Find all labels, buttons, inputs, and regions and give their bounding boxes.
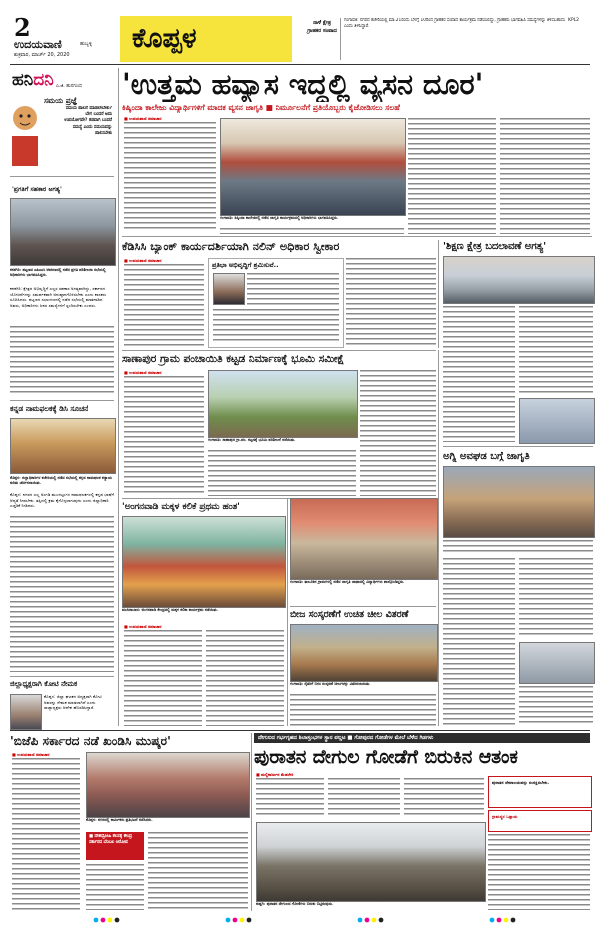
beeja-caption: ಗಂಗಾವತಿ: ರೈತರಿಗೆ ಬೀಜ ಸಂಸ್ಕರಣೆ ಚೀಲಗಳನ್ನು ವಿತರಿಸಲಾಯಿತು. (290, 682, 371, 686)
temple-photo (256, 822, 486, 902)
bjp-tagline-box (86, 832, 144, 860)
story3-heading: ಜಿಲ್ಲಾಧ್ಯಕ್ಷರಾಗಿ ಕೋಟಿ ನೇಮಕ (10, 680, 78, 688)
shiksha-inset-photo (519, 398, 595, 444)
shiksha-headline: 'ಶಿಕ್ಷಣ ಕ್ಷೇತ್ರ ಬದಲಾವಣೆ ಅಗತ್ಯ' (443, 241, 547, 252)
beeja-photo (290, 624, 438, 682)
pratibha-box (208, 258, 344, 348)
sanapur-photo (208, 370, 358, 438)
paper-name: ಉದಯವಾಣಿ (14, 38, 62, 51)
edition-suffix: ಹುಬ್ಬಳ್ಳಿ (80, 41, 93, 47)
registration-marks (0, 914, 600, 928)
qa-text: ಸಮಯ ಪಾಲನೆ ಮಾಡಲೇಬೇಕು? ಬೇಗ ಬಂದರೆ ಅದು ಉಪಯೋಗವೇ? ತಡವಾಗಿ ಬಂದರೆ ಸಮಸ್ಯೆ ಎಂದು ಸಮಯವನ್ನು ಪಾಲಿಸಬೇಕು (64, 106, 112, 136)
lead-subhead: ಕಿಷ್ಕಿಂದಾ ಕಾಲೇಜು ವಿದ್ಯಾರ್ಥಿಗಳಿಗೆ ಮಾದಕ ವ್ಯಸನ ಜಾಗೃತಿ ■ ನಿರ್ಮೂಲನೆಗೆ ಪ್ರತಿಯೊಬ್ಬರು ಕೈಜೋಡಿಸಲು ಸಲಹೆ (122, 103, 400, 112)
question-title: ಸಮಯ ಪ್ರಜ್ಞೆ (44, 96, 78, 105)
bjp-byline: ■ ಉದಯವಾಣಿ ಸಮಾಚಾರ (12, 752, 50, 757)
beeja-headline: ಬೀಜ ಸಂಸ್ಕರಣೆಗೆ ಉಚಿತ ಚೀಲ ವಿತರಣೆ (290, 609, 409, 620)
pratibha-portrait (213, 273, 245, 305)
lead-byline: ■ ಉದಯವಾಣಿ ಸಮಾಚಾರ (124, 116, 162, 121)
agni-inset-photo (519, 642, 595, 684)
story1-text: ಕನಕಗಿರಿ: ಕ್ಷೇತ್ರದ ಅಭಿವೃದ್ಧಿಗೆ ಎಲ್ಲರ ಸಹಕಾರ ಅಗತ್ಯವಾಗಿದ್ದು, ಸರ್ಕಾರದ ಯೋಜನೆಗಳನ್ನು ಸಮರ್ಪಕವಾಗಿ ಅನುಷ್ಠಾನಗೊಳಿಸಬೇಕು ಎಂದು ಶಾಸಕರು ಸೂಚಿಸಿದರು. ಪಟ್ಟಣದ ಸಭಾಂಗಣದಲ್ಲಿ ನಡೆದ ಸಭೆಯಲ್ಲಿ ಮಾತನಾಡಿದ ಅವರು, ಅಧಿಕಾರಿಗಳು ಜನರ ಸಮಸ್ಯೆಗಳಿಗೆ ಸ್ಪಂದಿಸಬೇಕು ಎಂದರು. (10, 286, 107, 308)
sanapur-byline: ■ ಉದಯವಾಣಿ ಸಮಾಚಾರ (124, 370, 162, 375)
story3-text: ಕೊಪ್ಪಳ: ಜಿಲ್ಲಾ ಘಟಕದ ಅಧ್ಯಕ್ಷರಾಗಿ ಕೋಟಿ ಅವರನ್ನು ನೇಮಕ ಮಾಡಲಾಗಿದೆ ಎಂದು ರಾಜ್ಯಾಧ್ಯಕ್ಷರು ಆದೇಶ ಹೊರಡಿಸಿದ್ದಾರೆ. (44, 694, 102, 710)
meeting-photo (10, 198, 116, 266)
temple-side-note2 (488, 810, 592, 832)
kdcc-byline: ■ ಉದಯವಾಣಿ ಸಮಾಚಾರ (124, 258, 162, 263)
quote-heading: 'ಪ್ರಗತಿಗೆ ಸಹಕಾರ ಅಗತ್ಯ' (12, 186, 62, 193)
anganwadi-photo (122, 516, 286, 608)
date-line: ಶುಕ್ರವಾರ, ಮಾರ್ಚ್ 20, 2020 (14, 52, 70, 58)
brand-prefix: ಹನಿ (12, 70, 34, 90)
lead-photo-caption: ಗಂಗಾವತಿ: ಕಿಷ್ಕಿಂದಾ ಕಾಲೇಜಿನಲ್ಲಿ ನಡೆದ ಜಾಗೃತಿ ಕಾರ್ಯಕ್ರಮದಲ್ಲಿ ಅಧಿಕಾರಿಗಳು ಭಾಗವಹಿಸಿದ್ದರು. (220, 216, 339, 220)
story2-heading: ಕನ್ನಡ ನಾಮಫಲಕಕ್ಕೆ ಡಿಸಿ ಸೂಚನೆ (10, 404, 89, 413)
story3-portrait (10, 694, 42, 730)
rally-photo (290, 498, 438, 580)
section-title: ಕೊಪ್ಪಳ (132, 23, 197, 54)
anganwadi-headline: 'ಅಂಗನವಾಡಿ ಮಕ್ಕಳ ಕಲಿಕೆ ಪ್ರಥಮ ಹಂತ' (122, 502, 240, 512)
left-column (0, 66, 118, 726)
bjp-headline: 'ಬಿಜೆಪಿ ಸರ್ಕಾರದ ನಡೆ ಖಂಡಿಸಿ ಮುಷ್ಕರ' (10, 734, 171, 748)
page-number: 2 (14, 13, 31, 42)
top-brief: ಗಂಗಾವತಿ: ನಗರದ ಕಚೇರಿಯಲ್ಲಿ ಮಾ.21ರಂದು ಬೆಳಗ್ಗೆ 10ರಿಂದ ಗ್ರಾಹಕರ ಸಂವಾದ ಕಾರ್ಯಕ್ರಮ ನಡೆಯಲಿದ್ದು, ಗ್ರಾಹಕರು ಭಾಗವಹಿಸಿ ಸಮಸ್ಯೆಗಳನ್ನು ತಿಳಿಸಬಹುದು ಎಂದು ತಿಳಿಸಿದ್ದಾರೆ. (344, 18, 566, 29)
story2-caption: ಕೊಪ್ಪಳ: ಜಿಲ್ಲಾಧಿಕಾರಿಗಳ ಕಚೇರಿಯಲ್ಲಿ ನಡೆದ ಸಭೆಯಲ್ಲಿ ಕನ್ನಡ ನಾಮಫಲಕ ಕಡ್ಡಾಯ ಕುರಿತು ಚರ್ಚಿಸಲಾಯಿತು. (10, 476, 112, 485)
agni-photo (443, 466, 595, 538)
page-code: KPL2 (568, 18, 580, 23)
bjp-tagline: ■ ದೇಶದ್ರೋಹಿ ಕೆಲಸಕ್ಕೆ ಕೇಂದ್ರ ಸರ್ಕಾರದ ಬೆಂಬಲ ಆರೋಪ (89, 834, 132, 845)
side-note2-text: ಗ್ರಾಮಸ್ಥರ ಒತ್ತಾಯ (492, 814, 518, 819)
sanapur-headline: ಸಾಣಾಪುರ ಗ್ರಾಮ ಪಂಚಾಯಿತಿ ಕಟ್ಟಡ ನಿರ್ಮಾಣಕ್ಕೆ ಭೂಮಿ ಸಮೀಕ್ಷೆ (122, 353, 345, 365)
temple-headline: ಪುರಾತನ ದೇಗುಲ ಗೋಡೆಗೆ ಬಿರುಕಿನ ಆತಂಕ (254, 747, 518, 768)
story2-photo (10, 418, 116, 474)
column-author: ಎ.ಜಿ. ಹುನಗುಂದ (56, 84, 83, 89)
temple-caption: ಕುಷ್ಟಗಿ: ಪುರಾತನ ದೇಗುಲದ ಗೋಡೆಗಳು ಬಿರುಕು ಬಿಟ್ಟಿರುವುದು. (256, 902, 334, 906)
temple-byline: ■ ಮಲ್ಲಿಕಾರ್ಜುನ ಮೆಡಲೇರಿ (256, 772, 294, 777)
temple-kicker: ದೇಗುಲದ ಗರ್ಭಗೃಹದ ಶಿಲಾಸ್ತಂಭಗಳ ಸ್ಥಾನ ಪಲ್ಲಟ ■ ಗೋಪುರದ ಗೋಡೆಗಳ ಮೇಲೆ ಬೆಳೆದ ಗಿಡಗಳು (258, 734, 434, 741)
kdcc-headline: ಕೆಡಿಸಿಸಿ ಬ್ಯಾಂಕ್ ಕಾರ್ಯದರ್ಶಿಯಾಗಿ ನಲಿನ್ ಅಧಿಕಾರ ಸ್ವೀಕಾರ (122, 240, 340, 253)
hani-dani-brand (12, 70, 54, 90)
lead-photo (220, 118, 406, 216)
bjp-photo (86, 752, 250, 818)
agni-headline: ಅಗ್ನಿ ಅವಘಡ ಬಗ್ಗೆ ಜಾಗೃತಿ (443, 451, 530, 462)
pratibha-title: ಪ್ರತಿಭಾ ಅಭಿವೃದ್ಧಿಗೆ ಶ್ರಮಿಸುವೆ.. (212, 261, 279, 269)
rally-caption: ಗಂಗಾವತಿ: ತಾಲೂಕಿನ ಗ್ರಾಮಗಳಲ್ಲಿ ನಡೆದ ಜಾಗೃತಿ ಜಾಥಾದಲ್ಲಿ ವಿದ್ಯಾರ್ಥಿಗಳು ಪಾಲ್ಗೊಂಡಿದ್ದರು. (290, 580, 405, 584)
column-illustration (10, 96, 42, 170)
brand-word: ದನಿ (33, 70, 54, 90)
bjp-caption: ಕೊಪ್ಪಳ: ನಗರದಲ್ಲಿ ಕಾರ್ಮಿಕರು ಪ್ರತಿಭಟನೆ ನಡೆಸಿದರು. (86, 818, 153, 822)
shiksha-photo (443, 256, 595, 304)
anganwadi-caption: ಮುನಿರಾಬಾದ: ಅಂಗನವಾಡಿ ಕೇಂದ್ರದಲ್ಲಿ ಮಕ್ಕಳ ಕಲಿಕಾ ಕಾರ್ಯಕ್ರಮ ನಡೆಯಿತು. (122, 608, 219, 612)
side-note1-text: ಪುರಾತನ ದೇವಾಲಯವನ್ನು ಸಂರಕ್ಷಿಸಬೇಕು. (492, 780, 550, 785)
sanapur-caption: ಗಂಗಾವತಿ: ಸಾಣಾಪುರ ಗ್ರಾ.ಪಂ. ಕಟ್ಟಡಕ್ಕೆ ಭೂಮಿ ಪರಿಶೀಲನೆ ನಡೆಯಿತು. (208, 438, 296, 442)
section-title-box (120, 16, 292, 62)
anganwadi-byline: ■ ಉದಯವಾಣಿ ಸಮಾಚಾರ (124, 624, 162, 629)
meeting-photo-caption: ಕನಕಗಿರಿ: ಪಟ್ಟಣದ ಎಪಿಎಂಸಿ ಆವರಣದಲ್ಲಿ ನಡೆದ ಪ್ರಗತಿ ಪರಿಶೀಲನಾ ಸಭೆಯಲ್ಲಿ ಅಧಿಕಾರಿಗಳು ಭಾಗವಹಿಸಿದ್ದರು. (10, 268, 106, 277)
temple-side-note1 (488, 776, 592, 808)
page-header (0, 0, 600, 62)
grahaka-label: ನಾಳೆ ಕ್ಷೇತ್ರ ಗ್ರಾಹಕರ ಸಂವಾದ (307, 20, 337, 34)
story2-text: ಕೊಪ್ಪಳ: ನಗರದ ಎಲ್ಲ ಅಂಗಡಿ ಮುಂಗಟ್ಟುಗಳ ನಾಮಫಲಕಗಳಲ್ಲಿ ಕನ್ನಡ ಭಾಷೆಗೆ ಆದ್ಯತೆ ನೀಡಬೇಕು. ತಪ್ಪಿದಲ್ಲಿ ಕ್ರಮ ಕೈಗೊಳ್ಳಲಾಗುವುದು ಎಂದು ಜಿಲ್ಲಾಧಿಕಾರಿ ಎಚ್ಚರಿಕೆ ನೀಡಿದರು. (10, 492, 114, 508)
temple-kicker-bar (254, 733, 590, 743)
lead-headline: 'ಉತ್ತಮ ಹವ್ಯಾಸ ಇದ್ದಲ್ಲಿ ವ್ಯಸನ ದೂರ' (122, 67, 484, 101)
